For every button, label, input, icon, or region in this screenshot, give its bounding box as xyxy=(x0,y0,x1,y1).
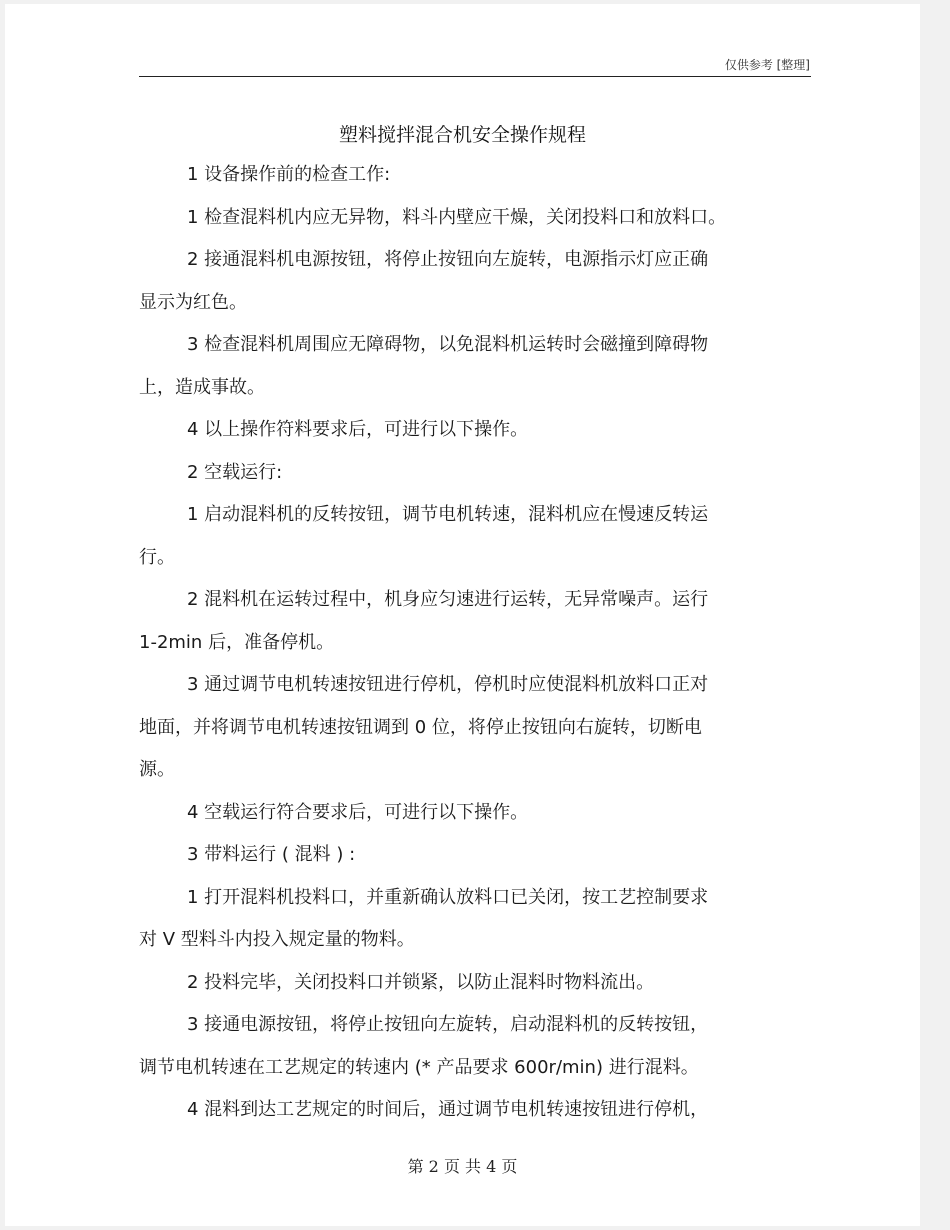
paragraph-line: 2 接通混料机电源按钮，将停止按钮向左旋转，电源指示灯应正确 xyxy=(187,249,709,270)
paragraph-line: 行。 xyxy=(139,546,175,568)
paragraph-line: 2 混料机在运转过程中，机身应匀速进行运转，无异常噪声。运行 xyxy=(187,589,709,610)
paragraph-line: 1 检查混料机内应无异物，料斗内壁应干燥，关闭投料口和放料口。 xyxy=(187,206,727,228)
paragraph-line: 2 投料完毕，关闭投料口并锁紧，以防止混料时物料流出。 xyxy=(187,971,655,993)
paragraph-line: 显示为红色。 xyxy=(139,291,247,313)
document-page xyxy=(5,4,920,1226)
paragraph-line: 4 以上操作符料要求后，可进行以下操作。 xyxy=(187,419,529,440)
page-number-footer: 第 2 页 共 4 页 xyxy=(407,1157,518,1176)
header-divider xyxy=(139,76,811,77)
document-title: 塑料搅拌混合机安全操作规程 xyxy=(338,124,586,146)
section-heading: 2 空载运行: xyxy=(187,461,283,483)
paragraph-line: 3 接通电源按钮，将停止按钮向左旋转，启动混料机的反转按钮， xyxy=(187,1014,709,1035)
paragraph-line: 调节电机转速在工艺规定的转速内 (* 产品要求 600r/min) 进行混料。 xyxy=(139,1056,699,1078)
paragraph-line: 上，造成事故。 xyxy=(139,376,265,398)
paragraph-line: 1 打开混料机投料口，并重新确认放料口已关闭，按工艺控制要求 xyxy=(187,886,709,908)
header-note: 仅供参考 [整理] xyxy=(724,58,810,72)
paragraph-line: 源。 xyxy=(139,759,175,780)
paragraph-line: 4 空载运行符合要求后，可进行以下操作。 xyxy=(187,801,529,823)
paragraph-line: 4 混料到达工艺规定的时间后，通过调节电机转速按钮进行停机， xyxy=(187,1099,709,1120)
paragraph-line: 3 通过调节电机转速按钮进行停机，停机时应使混料机放料口正对 xyxy=(187,674,709,695)
paragraph-line: 对 V 型料斗内投入规定量的物料。 xyxy=(139,929,415,950)
paragraph-line: 1-2min 后，准备停机。 xyxy=(139,631,335,653)
document-body xyxy=(139,160,819,1138)
paragraph-line: 3 检查混料机周围应无障碍物，以免混料机运转时会磁撞到障碍物 xyxy=(187,334,709,355)
paragraph-line: 地面，并将调节电机转速按钮调到 0 位，将停止按钮向右旋转，切断电 xyxy=(139,716,702,738)
section-heading: 3 带料运行 ( 混料 ) : xyxy=(187,844,356,865)
section-heading: 1 设备操作前的检查工作: xyxy=(187,164,391,185)
paragraph-line: 1 启动混料机的反转按钮，调节电机转速，混料机应在慢速反转运 xyxy=(187,504,709,525)
